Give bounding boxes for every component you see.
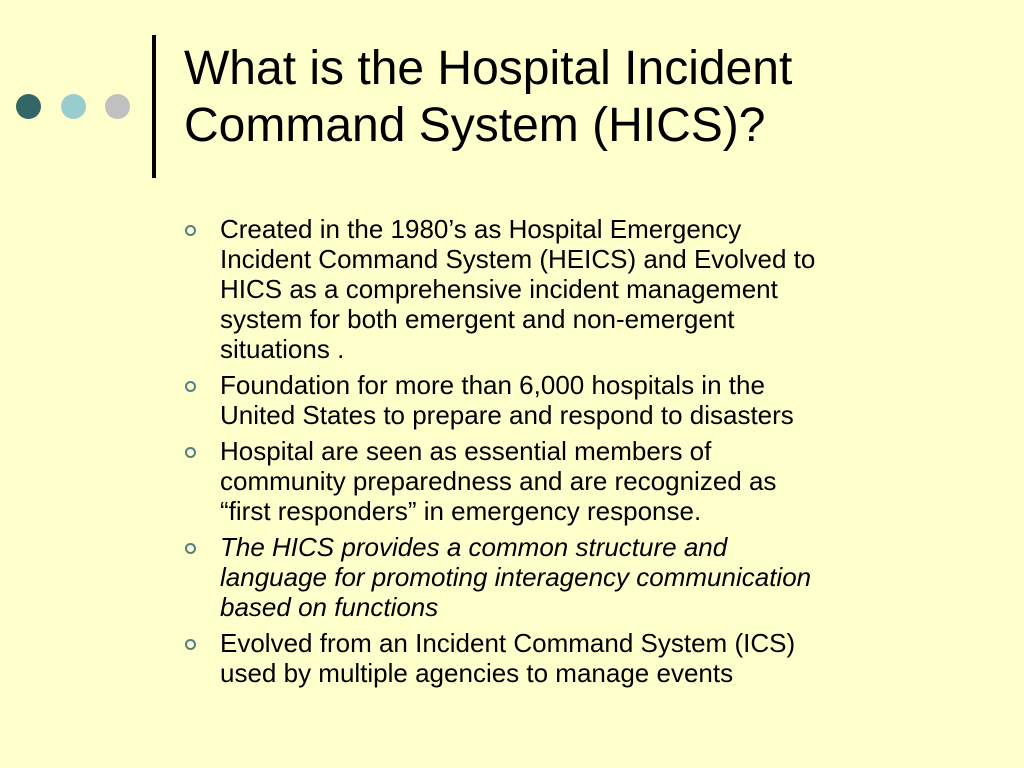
- gray-dot-icon: [105, 94, 130, 119]
- bullet-line: “first responders” in emergency response.: [220, 496, 702, 526]
- bullet-text: [220, 370, 984, 430]
- bullet-line: community preparedness and are recognized as: [220, 466, 777, 496]
- light-dot-icon: [61, 94, 86, 119]
- bullet-text: [220, 214, 984, 364]
- bullet-line: The HICS provides a common structure and: [220, 532, 728, 562]
- three-dots-icon: [16, 94, 134, 120]
- bullet-line: language for promoting interagency communication: [220, 562, 812, 592]
- bullet-text: [220, 628, 984, 688]
- bullet-line: Incident Command System (HEICS) and Evolved to: [220, 244, 816, 274]
- title-divider: [152, 35, 156, 178]
- title-line: Command System (HICS)?: [184, 99, 766, 152]
- bullet-item: [184, 370, 984, 430]
- bullet-item: [184, 436, 984, 526]
- ring-bullet-icon: [185, 225, 196, 236]
- bullet-line: system for both emergent and non-emergent: [220, 304, 735, 334]
- ring-bullet-icon: [185, 447, 196, 458]
- ring-bullet-icon: [185, 639, 196, 650]
- bullet-line: Foundation for more than 6,000 hospitals in the: [220, 370, 765, 400]
- ring-bullet-icon: [185, 543, 196, 554]
- bullet-line: United States to prepare and respond to disasters: [220, 400, 794, 430]
- title-line: What is the Hospital Incident: [184, 42, 793, 95]
- bullet-line: situations .: [220, 334, 345, 364]
- dark-dot-icon: [16, 94, 41, 119]
- ring-bullet-icon: [185, 381, 196, 392]
- bullet-text: [220, 532, 984, 622]
- bullet-line: based on functions: [220, 592, 439, 622]
- bullet-line: used by multiple agencies to manage events: [220, 658, 734, 688]
- bullet-line: Evolved from an Incident Command System (ICS): [220, 628, 796, 658]
- bullet-list: [184, 214, 984, 694]
- bullet-text: [220, 436, 984, 526]
- bullet-item: [184, 214, 984, 364]
- bullet-item: [184, 532, 984, 622]
- bullet-item: [184, 628, 984, 688]
- bullet-line: Created in the 1980’s as Hospital Emergency: [220, 214, 742, 244]
- bullet-line: HICS as a comprehensive incident management: [220, 274, 778, 304]
- slide-title: [184, 40, 1004, 154]
- bullet-line: Hospital are seen as essential members of: [220, 436, 712, 466]
